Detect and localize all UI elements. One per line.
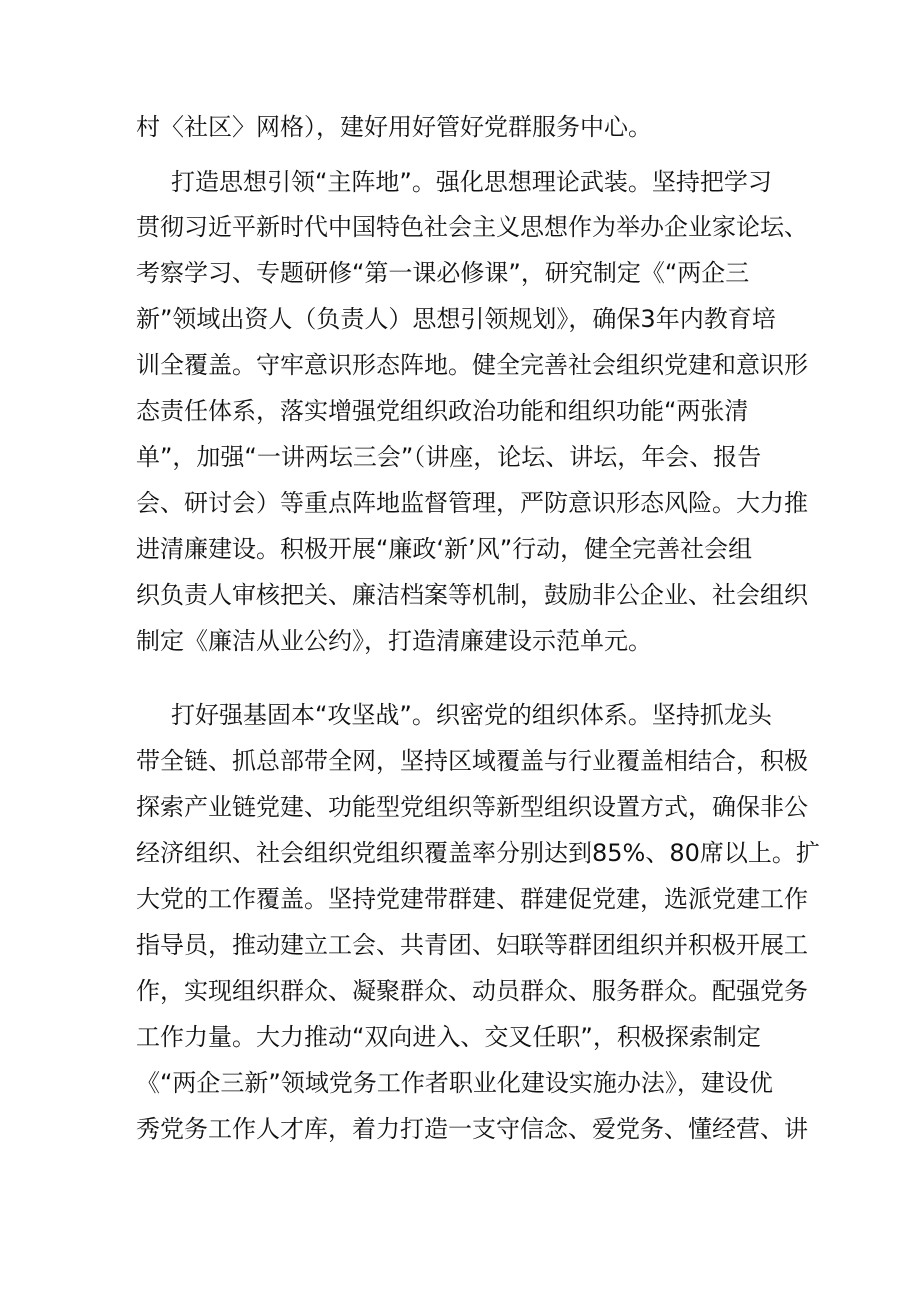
text-line-11: 织负责人审核把关、廉洁档案等机制，鼓励非公企业、社会组织: [136, 581, 808, 609]
text-line-17: 大党的工作覆盖。坚持党建带群建、群建促党建，选派党建工作: [136, 885, 808, 913]
text-line-15: 探索产业链党建、功能型党组织等新型组织设置方式，确保非公: [136, 793, 808, 821]
text-line-7: 态责任体系，落实增强党组织政治功能和组织功能“两张清: [136, 397, 749, 425]
text-line-12: 制定《廉洁从业公约》，打造清廉建设示范单元。: [136, 627, 652, 655]
text-line-16: 经济组织、社会组织党组织覆盖率分别达到85%、80席以上。扩: [136, 839, 820, 867]
text-line-21: 《“两企三新”领域党务工作者职业化建设实施办法》，建设优: [136, 1069, 773, 1097]
text-line-5: 新”领域出资人（负责人）思想引领规划》，确保3年内教育培: [136, 305, 776, 333]
text-line-6: 训全覆盖。守牢意识形态阵地。健全完善社会组织党建和意识形: [136, 351, 808, 379]
text-line-3: 贯彻习近平新时代中国特色社会主义思想作为举办企业家论坛、: [136, 213, 808, 241]
text-line-14: 带全链、抓总部带全网，坚持区域覆盖与行业覆盖相结合，积极: [136, 747, 808, 775]
paragraph-heading-foundation: 打好强基固本“攻坚战”。织密党的组织体系。坚持抓龙头: [171, 701, 772, 729]
text-line-4: 考察学习、专题研修“第一课必修课”，研究制定《“两企三: [136, 259, 750, 287]
text-line-19: 作，实现组织群众、凝聚群众、动员群众、服务群众。配强党务: [136, 977, 808, 1005]
text-line-10: 进清廉建设。积极开展“廉政‘新’风”行动，健全完善社会组: [136, 535, 753, 563]
text-line-9: 会、研讨会）等重点阵地监督管理，严防意识形态风险。大力推: [136, 489, 808, 517]
text-line-20: 工作力量。大力推动“双向进入、交叉任职”，积极探索制定: [136, 1023, 761, 1051]
text-line-1: 村〈社区〉网格），建好用好管好党群服务中心。: [136, 113, 652, 141]
text-line-18: 指导员，推动建立工会、共青团、妇联等群团组织并积极开展工: [136, 931, 808, 959]
paragraph-heading-thought: 打造思想引领“主阵地”。强化思想理论武装。坚持把学习: [171, 168, 772, 196]
text-line-8: 单”，加强“一讲两坛三会”（讲座，论坛、讲坛，年会、报告: [136, 443, 762, 471]
text-line-22: 秀党务工作人才库，着力打造一支守信念、爱党务、懂经营、讲: [136, 1115, 808, 1143]
